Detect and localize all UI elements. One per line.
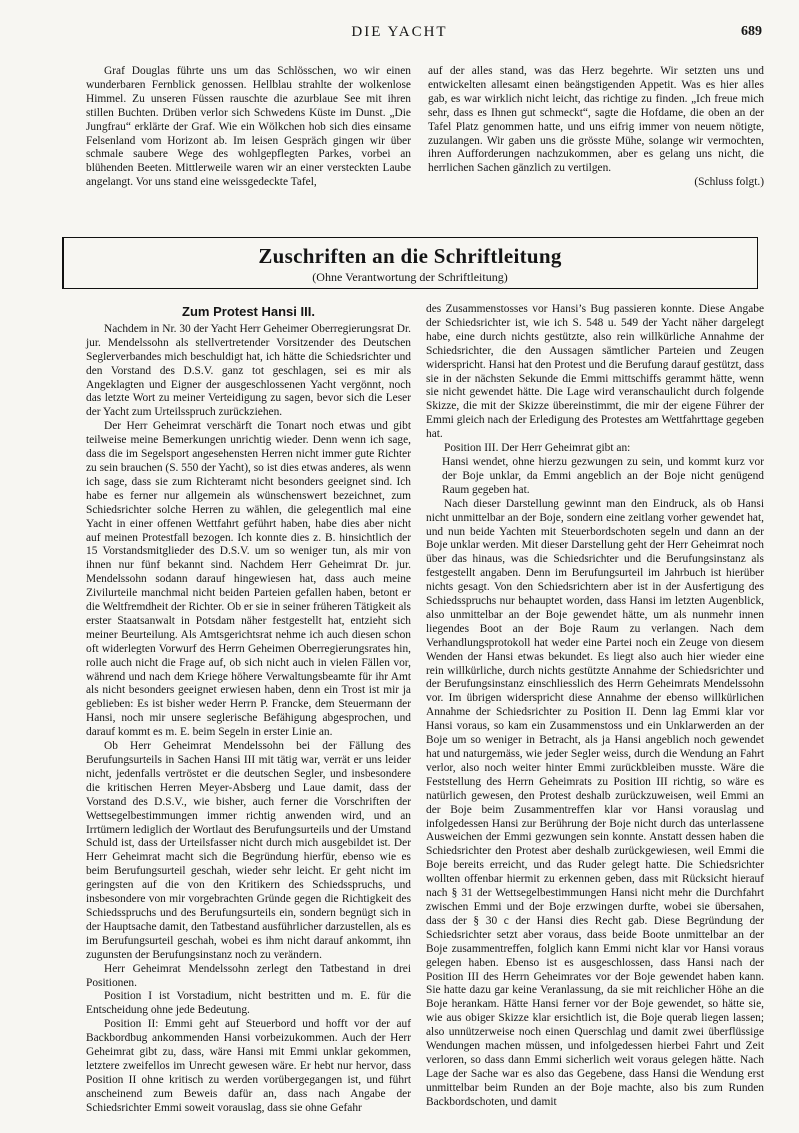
story-column-left	[86, 65, 411, 190]
page-number: 689	[741, 24, 762, 39]
article-paragraph: des Zusammenstosses vor Hansi’s Bug passieren konnte. Diese Angabe der Schiedsrichter ist, wie ich S. 548 u. 549 der Yacht näher dargelegt habe, eine durch nichts gestützte, also rein willkürliche Annahme der Schiedsrichter, die den Aussagen sämtlicher Parteien und Zeugen widerspricht. Hansi hat den Protest und die Berufung darauf gestützt, dass sie in der nächsten Sekunde die Emmi mittschiffs gerammt hätte, wenn sie nicht gewendet hätte. Die Lage wird veranschaulicht durch folgende Skizze, die mit der Skizze übereinstimmt, die mir der eigene Führer der Emmi gleich nach der Erledigung des Protestes am Wettfahrttage gegeben hat.	[426, 303, 764, 441]
section-title: Zuschriften an die Schriftleitung	[258, 244, 562, 268]
quote-text: Hansi wendet, ohne hierzu gezwungen zu sein, und kommt kurz vor der Boje unklar, da Emmi angeblich an der Boje nicht genügend Raum gegeben hat.	[442, 455, 764, 496]
article-column-right	[426, 303, 764, 1110]
story-column-right	[428, 65, 764, 190]
section-header-box	[62, 237, 758, 289]
article-title: Zum Protest Hansi III.	[182, 304, 315, 319]
article-paragraph: Ob Herr Geheimrat Mendelssohn bei der Fällung des Berufungsurteils in Sachen Hansi III mit tätig war, verrät er uns leider nicht, jedenfalls vertröstet er die deutschen Segler, und insbesondere die kritischen Herren Meyer-Absberg und Laue damit, dass der Vorstand des D.S.V., wie bisher, auch ferner die Vorschriften der Wettsegelbestimmungen immer richtig anwenden wird, und an Irrtümern lediglich der Wortlaut des Berufungsurteils und der Umstand Schuld ist, dass der Urteilsfasser nicht durch mich ausgebildet ist. Der Herr Geheimrat macht sich die Begründung hierfür, ebenso wie es beim Berufungsurteil geschah, wieder sehr leicht. Er geht nicht im geringsten auf die von den Kritikern des Schiedsspruchs, und insbesondere von mir vorgebrachten Gründe gegen die Richtigkeit des Schiedsspruchs und des Berufungsurteils ein, sondern begnügt sich in der Hauptsache damit, den Tatbestand ausführlicher darzustellen, als es im Berufungsurteil geschah, wobei es ihm nicht darauf ankommt, ihn zugunsten der Berufungsinstanz noch zu verändern.	[86, 740, 411, 961]
article-paragraph: Der Herr Geheimrat verschärft die Tonart noch etwas und gibt teilweise meine Bemerkungen unrichtig wieder. Denn wenn ich sage, dass die im Segelsport angesehensten Herren nicht immer gute Richter zu sein brauchen (S. 550 der Yacht), so ist dies etwas anderes, als wenn ich sage, dass sie zum Richteramt nicht besonders geeignet sind. Ich habe es ferner nur allgemein als wünschenswert bezeichnet, zum Schiedsrichter solche Herren zu wählen, die gelegentlich mal eine Yacht in einer offenen Wettfahrt geführt haben, habe dies aber nicht auf meinen Protestfall bezogen. Ich konnte dies z. B. hinsichtlich der 15 Vorstandsmitglieder des D.S.V. um so weniger tun, als mir von ihnen nur fünf bekannt sind. Nachdem Herr Geheimrat Dr. jur. Mendelssohn sodann darauf hingewiesen hat, dass auch meine Zivilurteile manchmal nicht beiden Parteien gefallen haben, betont er die Weltfremdheit der Richter. Ob er sie in seiner früheren Tätigkeit als erster Staatsanwalt in Potsdam näher festgestellt hat, entzieht sich meiner Beurteilung. Als Amtsgerichtsrat nehme ich auch diesen schon oft widerlegten Vorwurf des Herrn Geheimen Oberregierungsrates hin, rolle auch nicht die Frage auf, ob sich nicht auch in vielen Fällen vor, während und nach dem Kriege höhere Verwaltungsbeamte für ihr Amt als nicht besonders geeignet erwiesen haben, denn ein Trost ist mir ja geblieben: Es ist bisher weder Herrn P. Francke, dem Steuermann der Hansi, noch mir unsere seglerische Befähigung abgesprochen, und darauf kommt es m. E. beim Segeln in erster Linie an.	[86, 420, 411, 739]
story-paragraph: auf der alles stand, was das Herz begehrte. Wir setzten uns und entwickelten allesamt einen beängstigenden Appetit. Was es hier alles gab, es war wirklich nicht leicht, das richtige zu finden. „Ich freue mich sehr, dass es Ihnen gut schmeckt“, sagte die Hofdame, die oben an der Tafel Platz genommen hatte, und uns eifrig immer von neuem nötigte, zuzulangen. Wir gaben uns die grösste Mühe, solange wir vermochten, ihren Aufforderungen nachzukommen, aber es gelang uns nicht, die herrlichen Sachen gänzlich zu vertilgen.	[428, 65, 764, 175]
article-paragraph: Nach dieser Darstellung gewinnt man den Eindruck, als ob Hansi nicht unmittelbar an der Boje, sondern eine zeitlang vorher gewendet hat, und nun beide Yachten mit Steuerbordschoten segeln und dann an der Boje unklar werden. Mit dieser Darstellung geht der Herr Geheimrat noch über das hinaus, was die Schiedsrichter und die Berufungsinstanz als festgestellt angaben. Denn im Berufungsurteil im Jahrbuch ist hierüber nichts gesagt. Von den Schiedsrichtern aber ist in der Ausfertigung des Schiedsspruchs nur behauptet worden, dass Hansi im letzten Augenblick, also unmittelbar an der Boje gewendet hätte, um als nunmehr innen liegendes Boot an der Boje Raum zu verlangen. Nach dem Verhandlungsprotokoll hat weder eine Partei noch ein Zeuge von diesem Wenden der Hansi etwas bekundet. Es liegt also auch hier wieder eine rein willkürliche, durch nichts gestützte Annahme der Schiedsrichter und der Berufungsinstanz einschliesslich des Herrn Geheimrats Mendelssohn vor. Im übrigen widerspricht diese Annahme der ebenso willkürlichen Annahme der Schiedsrichter zu Position II. Denn lag Emmi klar vor Hansi voraus, so kam ein Zusammenstoss und ein Unklarwerden an der Boje um so weniger in Betracht, als ja Hansi angeblich noch gewendet hat und naturgemäss, wie jeder Segler weiss, durch die Wendung an Fahrt verlor, also noch weiter hinter Emmi zurückbleiben musste. Wäre die Feststellung des Herrn Geheimrats zu Position III richtig, so wäre es natürlich gewesen, den Protest deshalb zurückzuweisen, weil Emmi an der Boje beim Zusammentreffen klar vor Hansi vorauslag und infolgedessen Hansi zur Berührung der Boje nicht durch das unterlassene Ausweichen der Emmi gezwungen sein konnte. Anstatt dessen haben die Schiedsrichter den Protest aber deshalb zurückgewiesen, weil Emmi die Boje bereits erreicht, und das Ruder gelegt hatte. Die Schiedsrichter wollten offenbar hiermit zu erkennen geben, dass mit Rücksicht hierauf nach § 31 der Wettsegelbestimmungen Hansi nicht mehr die Durchfahrt zwischen Emmi und der Boje erzwingen durfte, wobei sie übersahen, dass der § 30 c der Hansi dies Recht gab. Diese Begründung der Schiedsrichter setzt aber voraus, dass beide Boote unmittelbar an der Boje zusammentreffen, folglich kann Emmi nicht klar vor Hansi voraus gelegen haben. Ebenso ist es ausgeschlossen, dass Hansi nach der Position III des Herrn Geheimrates vor der Boje gewendet haben kann. Sie hatte dazu gar keine Veranlassung, da sie mit reichlicher Höhe an die Boje herankam. Hätte Hansi ferner vor der Boje gewendet, so hätte sie, wie aus obiger Skizze klar ersichtlich ist, die Boje querab liegen lassen; also unnützerweise noch einen Querschlag und damit zwei überflüssige Wendungen machen müssen, und infolgedessen hierbei Fahrt und Zeit verloren, so dass dann Emmi sicherlich weit voraus gelegen hätte. Nach Lage der Sache war es also das Gegebene, dass Hansi die Wendung erst unmittelbar beim Runden an der Boje machte, also bis zum Runden Backbordschoten, und damit	[426, 497, 764, 1108]
section-subtitle: (Ohne Verantwortung der Schriftleitung)	[312, 270, 508, 284]
running-title: DIE YACHT	[351, 24, 448, 40]
article-paragraph: Position II: Emmi geht auf Steuerbord und hofft vor der auf Backbordbug ankommenden Hansi vorbeizukommen. Auch der Herr Geheimrat gibt zu, dass, wäre Hansi mit Emmi unklar gekommen, letztere zweifellos im Unrecht gewesen wäre. Er hebt nur hervor, dass Position II ohne kritisch zu werden vorübergegangen ist, und führt anscheinend zum Beweis dafür an, dass nach Angabe der Schiedsrichter Emmi soweit vorauslag, dass sie ohne Gefahr	[86, 1018, 411, 1114]
story-paragraph: Graf Douglas führte uns um das Schlösschen, wo wir einen wunderbaren Fernblick genossen. Hellblau strahlte der wolkenlose Himmel. Zu unseren Füssen rauschte die azurblaue See mit ihren stillen Buchten. Drüben verlor sich Schwedens Küste im Dunst. „Die Jungfrau“ erklärte der Graf. Wie ein Wölkchen hob sich dies einsame Felsenland vom Horizont ab. Im leisen Gespräch gingen wir über schmale saubere Wege des wohlgepflegten Parkes, vorbei an blühenden Beeten. Mittlerweile waren wir an einer versteckten Laube angelangt. Vor uns stand eine weissgedeckte Tafel,	[86, 65, 411, 189]
position-heading: Position III. Der Herr Geheimrat gibt an:	[444, 442, 631, 455]
article-paragraph: Nachdem in Nr. 30 der Yacht Herr Geheimer Oberregierungsrat Dr. jur. Mendelssohn als stellvertretender Vorsitzender des Deutschen Seglerverbandes mich beschuldigt hat, ich hätte die Schiedsrichter und den Vorstand des D.S.V. ganz tot geschlagen, sei es mir als Angeklagten und Eigner der ausgeschlossenen Yacht vergönnt, noch das letzte Wort zu meiner Verteidigung zu sagen, bevor sich die Leser der Yacht zum Urteilsspruch zurückziehen.	[86, 322, 411, 419]
quoted-statement	[442, 456, 764, 498]
article-paragraph: Herr Geheimrat Mendelssohn zerlegt den Tatbestand in drei Positionen.	[86, 962, 411, 989]
article-column-left	[86, 305, 411, 1116]
continuation-note: (Schluss folgt.)	[694, 176, 764, 189]
article-paragraph: Position I ist Vorstadium, nicht bestritten und m. E. für die Entscheidung ohne jede Bedeutung.	[86, 990, 411, 1017]
